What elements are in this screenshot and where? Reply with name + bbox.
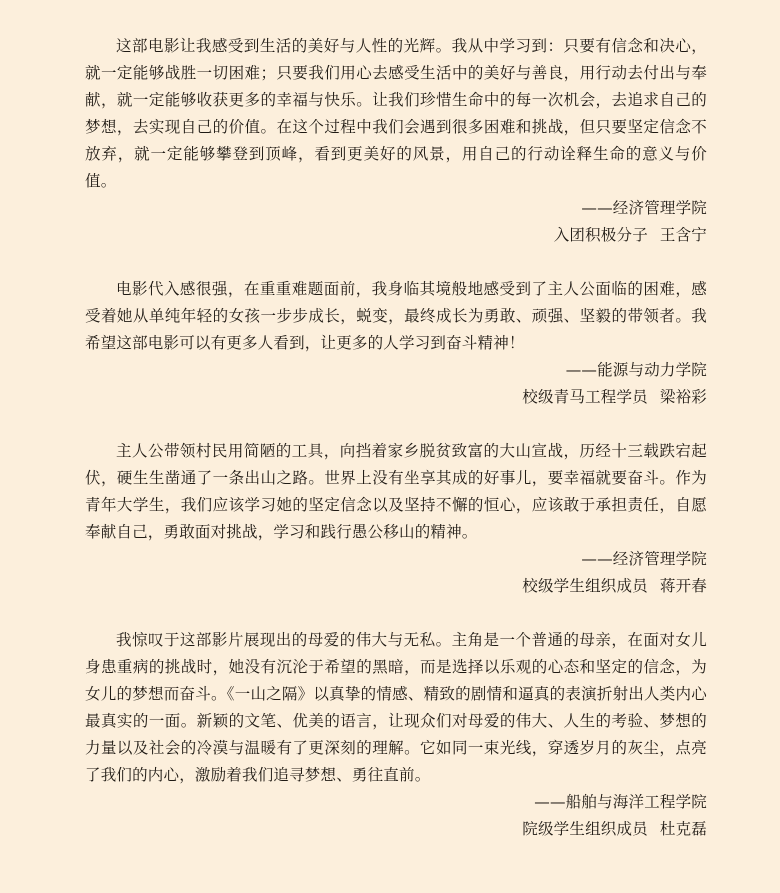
review-entry (85, 33, 707, 249)
review-entry (85, 627, 707, 843)
review-paragraph: 这部电影让我感受到生活的美好与人性的光辉。我从中学习到：只要有信念和决心，就一定能够战胜一切困难；只要我们用心去感受生活中的美好与善良，用行动去付出与奉献，就一定能够收获更多的幸福与快乐。让我们珍惜生命中的每一次机会，去追求自己的梦想，去实现自己的价值。在这个过程中我们会遇到很多困难和挑战，但只要坚定信念不放弃，就一定能够攀登到顶峰，看到更美好的风景，用自己的行动诠释生命的意义与价值。 (85, 37, 707, 190)
author-signature (85, 816, 707, 843)
review-entry (85, 276, 707, 411)
college-attribution: ——能源与动力学院 (565, 361, 707, 379)
author-title: 校级青马工程学员 (522, 388, 648, 406)
author-signature (85, 222, 707, 249)
author-name: 梁裕彩 (659, 388, 707, 406)
author-signature (85, 573, 707, 600)
author-title: 入团积极分子 (553, 226, 648, 244)
review-entry (85, 438, 707, 600)
author-name: 杜克磊 (659, 820, 707, 838)
college-attribution: ——船舶与海洋工程学院 (534, 793, 707, 811)
review-paragraph: 我惊叹于这部影片展现出的母爱的伟大与无私。主角是一个普通的母亲，在面对女儿身患重病的挑战时，她没有沉沦于希望的黑暗，而是选择以乐观的心态和坚定的信念，为女儿的梦想而奋斗。《一山之隔》以真挚的情感、精致的剧情和逼真的表演折射出人类内心最真实的一面。新颖的文笔、优美的语言，让现众们对母爱的伟大、人生的考验、梦想的力量以及社会的冷漠与温暖有了更深刻的理解。它如同一束光线，穿透岁月的灰尘，点亮了我们的内心，激励着我们追寻梦想、勇往直前。 (85, 631, 707, 784)
college-attribution: ——经济管理学院 (581, 199, 707, 217)
author-name: 蒋开春 (659, 577, 707, 595)
author-title: 院级学生组织成员 (522, 820, 648, 838)
author-name: 王含宁 (659, 226, 707, 244)
review-paragraph: 主人公带领村民用简陋的工具，向挡着家乡脱贫致富的大山宣战，历经十三载跌宕起伏，硬生生凿通了一条出山之路。世界上没有坐享其成的好事儿，要幸福就要奋斗。作为青年大学生，我们应该学习她的坚定信念以及坚持不懈的恒心，应该敢于承担责任，自愿奉献自己，勇敢面对挑战，学习和践行愚公移山的精神。 (85, 442, 707, 541)
college-attribution: ——经济管理学院 (581, 550, 707, 568)
author-signature (85, 384, 707, 411)
review-paragraph: 电影代入感很强，在重重难题面前，我身临其境般地感受到了主人公面临的困难，感受着她从单纯年轻的女孩一步步成长，蜕变，最终成长为勇敢、顽强、坚毅的带领者。我希望这部电影可以有更多人看到，让更多的人学习到奋斗精神！ (85, 280, 707, 352)
author-title: 校级学生组织成员 (522, 577, 648, 595)
